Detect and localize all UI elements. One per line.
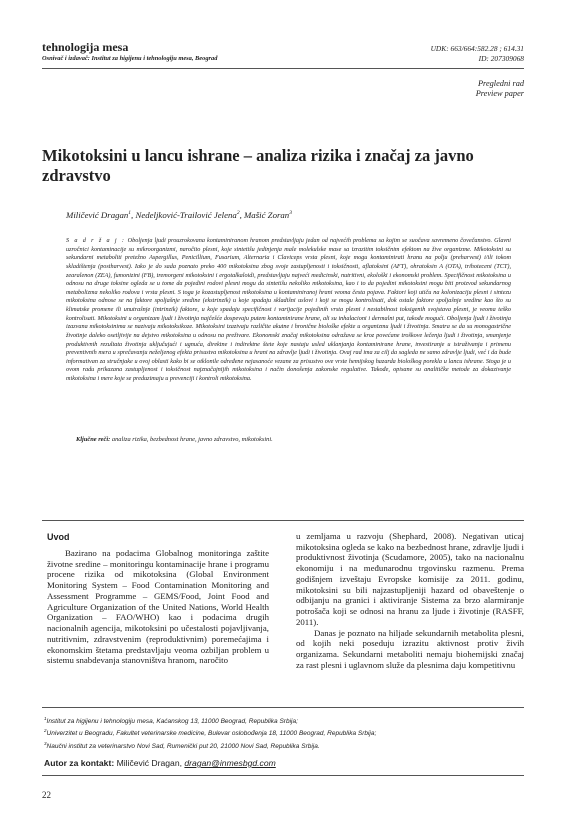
author-affiliation-mark: 3: [289, 210, 292, 217]
body-paragraph: u zemljama u razvoju (Shephard, 2008). Negativan uticaj mikotoksina ogleda se kako na bezbednost hrane, zdravlje ljudi i produktivnost životinja (Scudamore, 2005), tako na nacionalnu ekonomiju i na međunarodnu trgovinsku razmenu. Prema godišnjem izveštaju Evropske komisije za 2011. godinu, mikotoksini su bili najzastupljeniji hazard od obaveštenje o odbijanju na granici i aktiviranje Sistema za brzo alarmiranje potrošača koji se odnosi na hranu za ljude i životinje (RASFF, 2011).: [296, 531, 524, 627]
contact-label: Autor za kontakt:: [44, 758, 115, 768]
author-name: Mašić Zoran: [243, 210, 290, 220]
footnote-number: 2: [44, 728, 47, 734]
contact-author: [44, 758, 276, 768]
keywords-text: analiza rizika, bezbednost hrane, javno zdravstvo, mikotoksini.: [111, 436, 273, 443]
article-ids: [431, 44, 524, 63]
journal-header: [42, 40, 217, 63]
section-rule: [42, 520, 524, 521]
article-title: Mikotoksini u lancu ishrane – analiza rizika i značaj za javno zdravstvo: [42, 146, 474, 185]
keywords-label: Ključne reči:: [76, 436, 111, 443]
keywords: [76, 436, 516, 443]
footnote-text: Univerzitet u Beogradu, Fakultet veterinarske medicine, Bulevar oslobođenja 18, 11000 Beograd, Republika Srbija;: [46, 730, 377, 738]
journal-name: tehnologija mesa: [42, 40, 129, 54]
footnote-text: Naučni institut za veterinarstvo Novi Sad, Rumenički put 20, 21000 Novi Sad, Republika Srbija.: [46, 743, 320, 751]
page-number: 22: [42, 790, 51, 800]
paper-type: [476, 79, 524, 99]
article-id: ID: 207309068: [478, 53, 524, 63]
footnote-rule: [42, 707, 524, 708]
body-paragraph: Danas je poznato na hiljade sekundarnih metabolita plesni, od kojih neki poseduju izrazitu aktivnost protiv živih organizama. Sekundarni metaboliti nemaju biohemijski značaj za rast plesni i uglavnom služe da plesnima daju kompetitivnu: [296, 627, 524, 670]
body-paragraph: Bazirano na podacima Globalnog monitoringa zaštite životne sredine – monitoringu kontaminacije hrane i programu procene rizika od mikotoksina (Global Environment Monitoring System – Food Contamination Monitoring and Assessment Programme – GEMS/Food, Joint Food and Agriculture Organization of the United Nations, World Health Organization – FAO/WHO) kao i podacima drugih nacionalnih agencija, mikotoksini po učestalosti pojavljivanja, nutritivnim, zdravstvenim (reproduktivnim) poremećajima i ekonomskim štetama predstavljaju veoma ozbiljan problem u sistemu snabdevanja stanovništva hranom, naročito: [47, 548, 269, 666]
paper-type-sr: Pregledni rad: [477, 79, 524, 88]
body-column-right: [296, 531, 524, 671]
abstract-text: Oboljenja ljudi prouzrokovana kontaminiranom hranom predstavljaju jedan od najvećih problema sa kojim se suočava savremeno čovečanstvo. Glavni uzročnici kontaminacije su mikroorganizmi, naročito plesni, koje sintetišu jedinjenja male molekulske mase sa izrazitim toksičnim efektom na žive organizme. Mikotoksini su sekundarni metaboliti pretežno Aspergillus, Penicillium, Fusarium, Alternaria i Claviceps vrsta plesni, koje mogu kontaminirati hranu na polju (preharvest) i/ili tokom skladištenja (postharvest). Iako je do sada poznato preko 400 mikotoksina zbog svoje zastupljenosti i toksičnosti, aflatoksini (AFT), ohratoksin A (OTA), trihoteceni (TCT), zearalenon (ZEA), fumonizini (FB), tremorgeni mikotoksini i ergotalkaloidi, predstavljaju najveći medicinski, nutritivni, ekološki i ekonomski problem. Specifičnost mikotoksina u odnosu na druge toksine ogleda se u tome da pojedini rodovi plesni mogu da sintetišu nekoliko mikotoksina, kao i to da pojedini mikotoksini mogu biti proizvod sekundarnog metabolizma nekoliko rodova i vrsta plesni. S toga je kozastupljenost mikotoksina u kontaminiranoj hrani veoma česta pojava. Faktori koji utiču na kolonizaciju plesni i sintezu mikotoksina odnose se na faktore spoljašnje sredine (ekstrinzik) u koje spadaju skladišni uslovi i koji se mogu kontrolisati, dok ostale faktore spoljašnje sredine kao što su klimatske promene ili unutrašnje (intrinzik) faktore, u koje spadaju specifičnost i varijacije pojedinih vrsta plesni i nestabilnost toksigenih svojstava plesni, je veoma teško kontrolisati. Mikotoksini u organizam ljudi i životinja najčešće dospevaju putem kontaminirane hrane, ali su inhalacioni i dermalni put, takođe mogući. Oboljenja ljudi i životinja izazvana mikotoksinima se nazivaju mikotoksikoze. Mikotoksini izazivaju različite akutne i hronične biološke efekte u organizmu ljudi i životinja. Smatra se da su monogastrične životinje daleko osetljivije na dejstvo mikotoksina u odnosu na preživare. Ekonomski značaj mikotoksina odražava se kroz povećane troškove lečenja ljudi i životinja, smanjenje produktivnih rezultata životinja uključujući i ugnuća, direktne i indirektne štete koje nastaju usled uklanjanja kontaminirane hrane, investiranje u istraživanja i primenu preventivnih mera u sprečavanju neželjenog efekta prisustva mikotoksina u hrani na zdravlje ljudi i životinja. Ovaj rad ima za cilj da sagleda ne samo zdravlje ljudi, već i da bude informativan za stručnjake u ovoj oblasti kako bi se otklonile određene nejasanoće vezane za prisustvo ove vrste hemijskog hazarda biološkog porekla u lancu ishrane. Stoga je u ovom radu prikazana zastupljenost i toksičnost najznačajnijih mikotoksina i način donošenja zakonske regulative. Takođe, opisane su analitičke metode za dokazivanje mikotoksina i mere koje se preduzimaju u prevenciji i kontroli mikotoksina.: [66, 237, 511, 382]
footnote: [44, 714, 376, 726]
footnote: [44, 726, 376, 738]
author-name: Miličević Dragan: [66, 210, 129, 220]
footnote-text: Institut za higijenu i tehnologiju mesa, Kaćanskog 13, 11000 Beograd, Republika Srbija;: [46, 718, 298, 726]
author-name: Nedeljković-Trailović Jelena: [135, 210, 237, 220]
udk-code: UDK: 663/664:582.28 ; 614.31: [430, 44, 524, 53]
author-affiliation-mark: 2: [236, 210, 240, 217]
footnote-number: 1: [44, 716, 47, 721]
publisher-line: Osnivač i izdavač: Institut za higijenu i tehnologiju mesa, Beograd: [42, 55, 218, 62]
footnote: [44, 739, 376, 751]
header-rule: [42, 68, 524, 69]
contact-name: Miličević Dragan,: [116, 758, 183, 768]
contact-email-link[interactable]: dragan@inmesbgd.com: [184, 758, 276, 768]
author-affiliation-mark: 1: [128, 210, 132, 217]
abstract: [66, 237, 511, 384]
bottom-rule: [42, 775, 524, 776]
section-heading: Uvod: [47, 532, 70, 542]
paper-type-en: Preview paper: [475, 89, 524, 98]
body-column-left: [47, 548, 269, 666]
footnote-number: 3: [44, 740, 47, 746]
author-list: Miličević Dragan$^1$, Nedeljković-Trailović Jelena$^2$, Mašić Zoran$^3$: [66, 210, 292, 220]
footnotes: [44, 714, 376, 751]
abstract-label: S a d r ž a j :: [66, 237, 126, 244]
